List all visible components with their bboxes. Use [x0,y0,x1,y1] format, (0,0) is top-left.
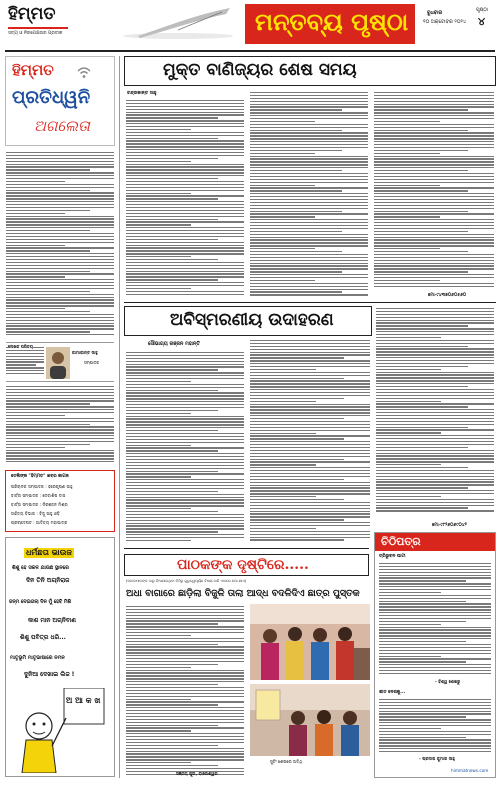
article-1-rule [124,302,496,303]
cartoon-line: ଦୁନିଆ ଦେଖାଇ ଲିଜ ! [24,671,75,678]
cartoon-line: ଜନ୍ମ ଦେଇଗଲା ଦିନ ମୁଁ ହେବି ମିଶି [9,600,72,605]
masthead-weekday: ବୁଧବାର [427,10,443,16]
credits-title: ତେଲିଙ୍କ "ହିମ୍ମତ" ଖବର କାଗଜ [11,474,69,479]
cartoon-sign: ଅ ଆ କ ଖ [66,696,101,705]
credit-line: ପରିଚାଳକ ସମ୍ପାଦକ : ହରେକୃଷ୍ଣ ସାହୁ [11,484,73,489]
section-title: ମନ୍ତବ୍ୟ ପୃଷ୍ଠା [255,7,409,36]
article-2-headline: ଅବିସ୍ମରଣୀୟ ଉଦାହରଣ [170,310,334,330]
author-photo [46,347,70,379]
chitti-box [374,532,496,778]
chitti-subhead: ତ୍ରିଭୁବନ ଘାଟୀ [379,554,406,559]
cartoon-line: କାଶ ମାନ ଅଗ୍ନିବାଣ [28,617,76,624]
cartoon-line: ଶିଶୁ ହେ ସକଳ ଯାଉଛ ସ୍ଥାନରେ [12,565,69,571]
credit-line: ବାର୍ତ୍ତା ସମ୍ପାଦକ : ନିରଞ୍ଜନ ମିଶ୍ର [11,502,68,507]
page-number: ୪ [478,15,486,28]
article-1-headline-box [124,56,496,86]
page-label: ପୃଷ୍ଠା [476,7,488,13]
sidebar-body-text [6,152,114,338]
article-2-headline-box [124,306,372,336]
sidebar-brand-box [5,56,115,146]
chitti-title: ଚିଠିପତ୍ର [381,535,421,548]
article-1-end: ମୋ-୯୪୩୭୦୬୦୫୬୦ [428,293,467,298]
article-2-column-2 [250,340,370,546]
article-3-column-1 [126,606,244,778]
article-1-column-1 [126,100,244,300]
article-3-banner-text: ପାଠକଙ୍କ ଦୃଷ୍ଟିରେ..... [177,557,309,573]
credits-box [5,470,115,532]
article-3-headline: ଅଧା ବାଗାରେ ଛାଡ଼ିଲା ବିଜୁଳି ତାଲା ଆଦ୍ଧ ବଦଳିଦିଏ ଛାତ୍ର ପୁସ୍ତକ [126,588,360,599]
photo-caption: ସୁଟିଂ ଶେଷରେ ଅତିଥି [270,759,303,764]
article-1-column-2 [250,92,368,300]
sidebar-body-text-2 [6,386,114,466]
masthead-logo: ହିମ୍ମତ [8,4,56,24]
chitti-subhead-2: ଶୀତ ଦେଶକୁ... [379,690,406,695]
article-1-headline: ମୁକ୍ତ ବାଣିଜ୍ୟର ଶେଷ ସମୟ [163,60,357,80]
article-3-subtitle: (ପାଠକମାନଙ୍କ ଠାରୁ ଦିଆଯାଉଥିବା ଚିଠିରୁ ଗୁରୁତ୍ୱପୂର୍ଣ୍ଣ ବିଷୟ ବାଛି ଏଠାରେ ଛପା ଯାଏ) [126,579,247,583]
credit-line: ସାହିତ୍ୟ ବିଭାଗ : ବିଜୁ ସାହୁ ଓଡ଼ି [11,511,60,516]
sidebar-brand-2: ପ୍ରତିଧ୍ୱନି [12,87,91,108]
chitti-signer-2: - ପ୍ରଦୀପ କୁମାର ସାହୁ [419,756,455,761]
chitti-signer-1: - ବିଶ୍ୱ ଶେଖରୁ [435,679,461,684]
masthead [0,0,500,50]
pen-icon [118,6,238,42]
logo-underline [8,27,68,29]
sidebar-brand-3: ଅଗଲେତା [34,117,90,135]
sidebar-brand: ହିମ୍ମତ [12,61,54,79]
article-1-column-3 [374,92,494,292]
website: himmatnews.com [451,768,489,773]
article-1-byline: ଚନ୍ଦ୍ରକାନ୍ତ ସାହୁ [127,91,157,96]
credit-line: ବାର୍ତ୍ତା ସମ୍ପାଦକ : ଦେବାଶିଷ ଦାସ [11,493,66,498]
cartoon-line: ଶିଶୁ ପବିତ୍ର ଧରି... [20,634,66,641]
chitti-letter-1 [379,563,491,677]
article-2-rule [124,548,369,549]
event-photo-2 [250,684,370,756]
column-separator [119,56,120,778]
cartoon-box [5,537,115,777]
wifi-icon [76,65,92,79]
article-2-column-3 [376,308,494,518]
cartoon-line: ଦିନ ତିନି ଅଗ୍ନିରାଜ [26,577,70,584]
author-role: ସମ୍ପାଦକ [84,360,100,365]
article-2-end: ମୋ-୯୮୨୬୦୬୯୦୪୨ [432,523,467,528]
cartoon-line: ମାତୃଭୂମି ମାତୃଭାଷାରେ ନମନ [10,655,65,661]
credit-line: ପ୍ରଚ୍ଛଦପଟ : ଆଦିତ୍ୟ ମହାପାତ୍ର [11,520,68,525]
author-label: ଲେଖକ ପରିଚୟ [8,344,33,349]
article-2-byline: ସୌଭାଗ୍ୟ ରଞ୍ଜନ ମହାନ୍ତି [148,341,200,347]
author-name: କାମାକାନ୍ତ ସାହୁ [72,350,98,355]
masthead-rule [5,50,495,52]
cartoon-title: ଧର୍ମଛତା ଭାଉଜ [26,548,72,557]
article-3-signer: ସଞ୍ଜୟ ପୁଅ, ବାଲେଶ୍ୱର [176,771,218,776]
masthead-date: ୧୦ ଅକ୍ଟୋବର ୨୦୨୪ [423,19,467,25]
article-2-column-1 [126,352,244,546]
article-3-banner [124,554,369,576]
event-photo-1 [250,604,370,680]
chitti-letter-2 [379,699,491,755]
author-box [6,342,114,382]
masthead-tagline: ସତ୍ୟ ଓ ନିରପେକ୍ଷତାର ପ୍ରତୀକ [8,31,63,36]
